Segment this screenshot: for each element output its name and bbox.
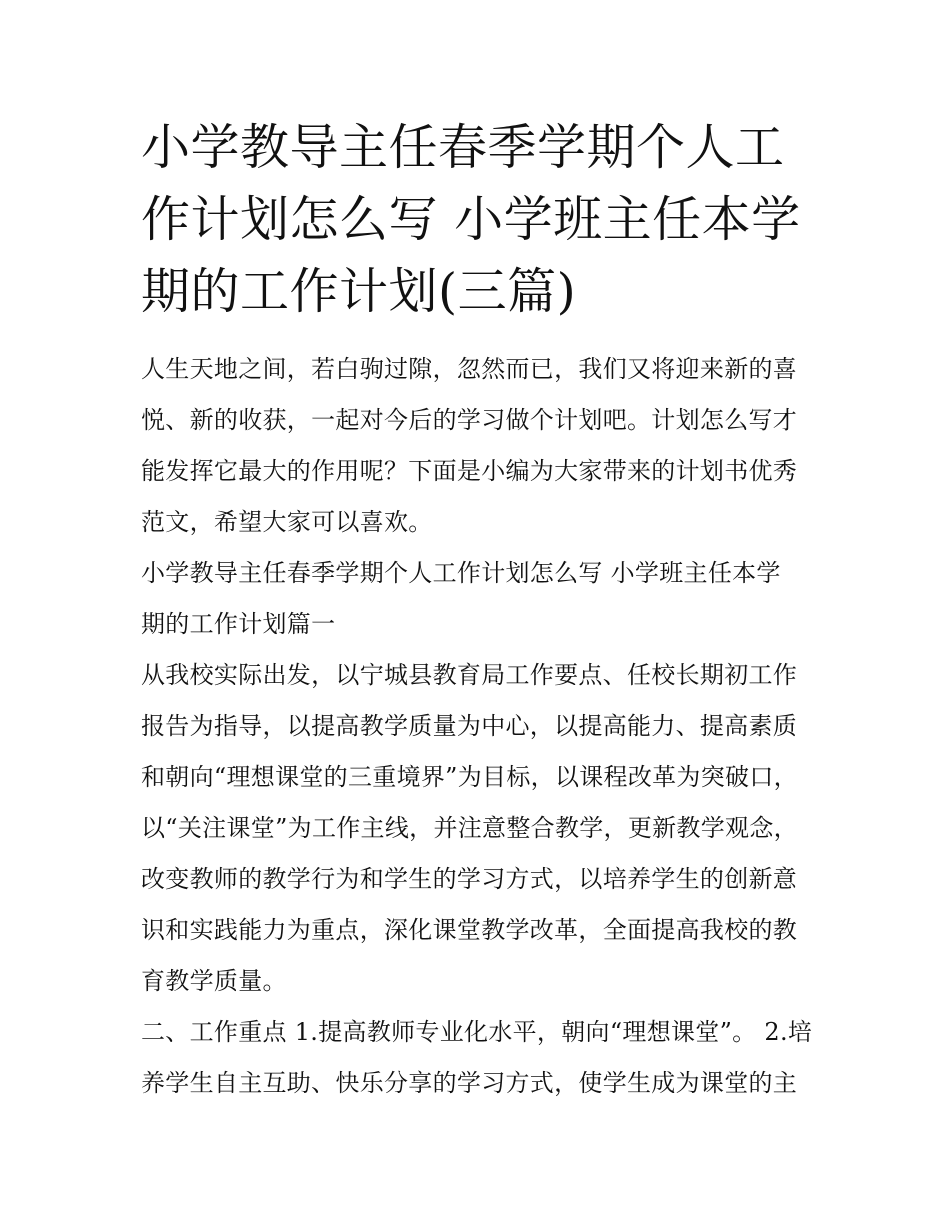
section-heading — [141, 548, 813, 650]
document-title — [141, 112, 813, 328]
title-line: 作计划怎么写 小学班主任本学 — [141, 191, 801, 248]
text-line: 以“关注课堂”为工作主线，并注意整合教学，更新教学观念， — [141, 814, 798, 842]
text-line: 育教学质量。 — [141, 967, 287, 995]
intro-paragraph — [141, 344, 813, 548]
text-line: 悦、新的收获，一起对今后的学习做个计划吧。计划怎么写才 — [141, 406, 798, 434]
text-line: 期的工作计划篇一 — [141, 610, 336, 638]
text-line: 范文，希望大家可以喜欢。 — [141, 508, 433, 536]
text-line: 养学生自主互助、快乐分享的学习方式，使学生成为课堂的主 — [141, 1069, 798, 1097]
text-line: 二、工作重点 1.提高教师专业化水平，朝向“理想课堂”。 2.培 — [141, 1018, 813, 1046]
text-line: 从我校实际出发，以宁城县教育局工作要点、任校长期初工作 — [141, 661, 798, 689]
text-line: 能发挥它最大的作用呢？下面是小编为大家带来的计划书优秀 — [141, 457, 798, 485]
guideline-paragraph — [141, 650, 813, 1007]
text-line: 和朝向“理想课堂的三重境界”为目标，以课程改革为突破口， — [141, 763, 798, 791]
title-line: 小学教导主任春季学期个人工 — [141, 119, 785, 176]
text-line: 小学教导主任春季学期个人工作计划怎么写 小学班主任本学 — [141, 559, 781, 587]
text-line: 改变教师的教学行为和学生的学习方式，以培养学生的创新意 — [141, 865, 798, 893]
work-focus-paragraph — [141, 1007, 813, 1109]
text-line: 识和实践能力为重点，深化课堂教学改革，全面提高我校的教 — [141, 916, 798, 944]
document-content — [141, 112, 813, 1109]
text-line: 人生天地之间，若白驹过隙，忽然而已，我们又将迎来新的喜 — [141, 355, 798, 383]
title-line: 期的工作计划(三篇) — [141, 263, 577, 320]
document-body — [141, 344, 813, 1109]
text-line: 报告为指导，以提高教学质量为中心，以提高能力、提高素质 — [141, 712, 798, 740]
